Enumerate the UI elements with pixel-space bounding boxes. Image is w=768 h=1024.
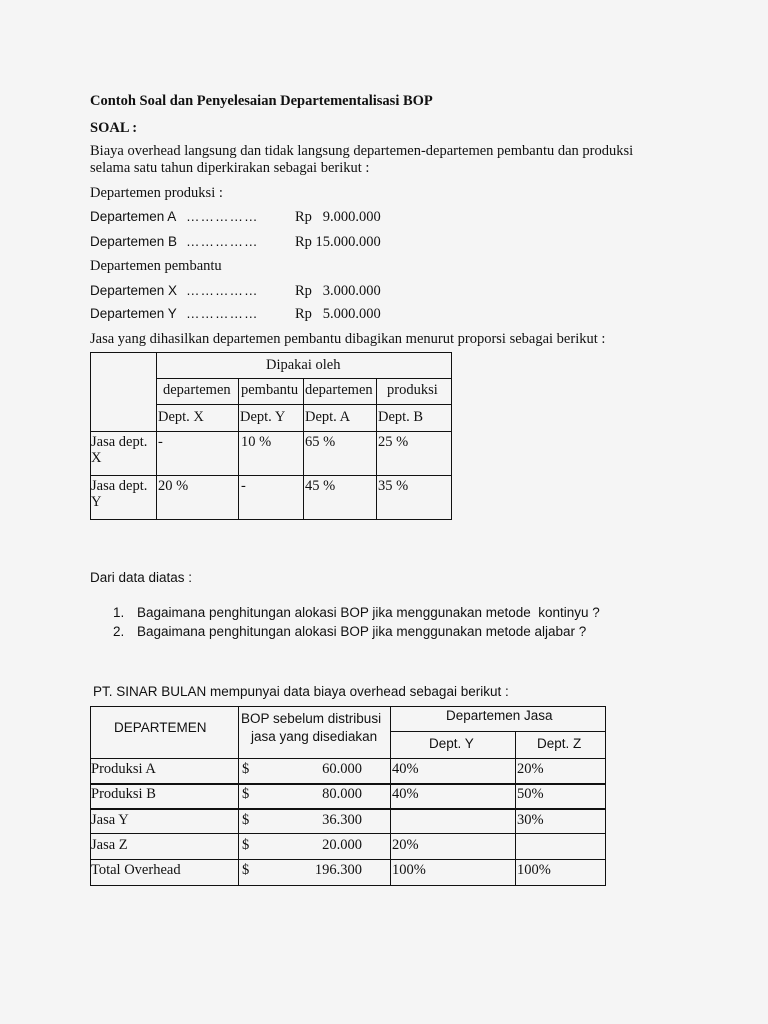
- row-cur-total: $: [242, 862, 250, 878]
- header-mid-3: departemen: [305, 382, 373, 398]
- question-2-number: 2.: [113, 624, 125, 639]
- row-bop-jasa-z: 20.000: [322, 837, 362, 853]
- question-1-text: Bagaimana penghitungan alokasi BOP jika menggunakan metode kontinyu ?: [137, 605, 600, 620]
- row-bop-produksi-a: 60.000: [322, 761, 362, 777]
- cell-y-y: -: [241, 478, 246, 494]
- header-bop-line-1: BOP sebelum distribusi: [241, 711, 382, 726]
- row-label-jasa-x: Jasa dept. X: [91, 434, 148, 466]
- dept-a-dots: ……………: [186, 209, 259, 224]
- cell-x-b: 25 %: [378, 434, 409, 450]
- dept-x-amount: Rp 3.000.000: [295, 283, 381, 299]
- question-1-number: 1.: [113, 605, 125, 620]
- row-cur-produksi-a: $: [242, 761, 250, 777]
- row-z-jasa-y: 30%: [517, 812, 544, 828]
- cell-x-x: -: [158, 434, 163, 450]
- intro-line-2: selama satu tahun diperkirakan sebagai berikut :: [90, 160, 370, 176]
- header-dipakai-oleh: Dipakai oleh: [266, 357, 341, 373]
- dept-b-name: Departemen B: [90, 234, 178, 249]
- row-cur-produksi-b: $: [242, 786, 250, 802]
- intro-line-1: Biaya overhead langsung dan tidak langsung departemen-departemen pembantu dan produksi: [90, 143, 634, 159]
- dept-y-dots: ……………: [186, 306, 259, 321]
- pembantu-heading: Departemen pembantu: [90, 258, 222, 274]
- row-y-produksi-b: 40%: [392, 786, 419, 802]
- row-y-total: 100%: [392, 862, 426, 878]
- jasa-line: Jasa yang dihasilkan departemen pembantu dibagikan menurut proporsi sebagai berikut :: [90, 331, 606, 347]
- cell-y-b: 35 %: [378, 478, 409, 494]
- cell-x-a: 65 %: [305, 434, 336, 450]
- row-bop-produksi-b: 80.000: [322, 786, 362, 802]
- header-dept-y: Dept. Y: [429, 736, 474, 751]
- row-dept-total: Total Overhead: [91, 862, 181, 878]
- cell-y-a: 45 %: [305, 478, 336, 494]
- row-z-produksi-a: 20%: [517, 761, 544, 777]
- produksi-heading: Departemen produksi :: [90, 185, 223, 201]
- dept-a-name: Departemen A: [90, 209, 177, 224]
- header-mid-1: departemen: [163, 382, 231, 398]
- col-dept-x: Dept. X: [158, 409, 204, 425]
- header-bop-line-2: jasa yang disediakan: [251, 729, 378, 744]
- row-dept-produksi-a: Produksi A: [91, 761, 156, 777]
- row-bop-jasa-y: 36.300: [322, 812, 362, 828]
- row-dept-jasa-y: Jasa Y: [91, 812, 129, 828]
- header-departemen: DEPARTEMEN: [114, 720, 207, 735]
- row-y-jasa-z: 20%: [392, 837, 419, 853]
- row-z-produksi-b: 50%: [517, 786, 544, 802]
- row-cur-jasa-y: $: [242, 812, 250, 828]
- soal-heading: SOAL :: [90, 120, 138, 136]
- cell-y-x: 20 %: [158, 478, 189, 494]
- dept-x-name: Departemen X: [90, 283, 178, 298]
- allocation-table: [90, 352, 452, 520]
- pt-sinar-bulan-line: PT. SINAR BULAN mempunyai data biaya overhead sebagai berikut :: [93, 684, 509, 699]
- dept-y-amount: Rp 5.000.000: [295, 306, 381, 322]
- row-dept-jasa-z: Jasa Z: [91, 837, 128, 853]
- header-departemen-jasa: Departemen Jasa: [446, 708, 553, 723]
- dept-a-amount: Rp 9.000.000: [295, 209, 381, 225]
- dept-y-name: Departemen Y: [90, 306, 177, 321]
- overhead-table: [90, 706, 606, 886]
- col-dept-a: Dept. A: [305, 409, 351, 425]
- dept-b-dots: ……………: [186, 234, 259, 249]
- dept-b-amount: Rp 15.000.000: [295, 234, 381, 250]
- row-dept-produksi-b: Produksi B: [91, 786, 156, 802]
- header-mid-4: produksi: [387, 382, 438, 398]
- row-cur-jasa-z: $: [242, 837, 250, 853]
- col-dept-b: Dept. B: [378, 409, 424, 425]
- dari-data-label: Dari data diatas :: [90, 570, 193, 585]
- row-label-jasa-y: Jasa dept. Y: [91, 478, 148, 510]
- col-dept-y: Dept. Y: [240, 409, 286, 425]
- question-2-text: Bagaimana penghitungan alokasi BOP jika menggunakan metode aljabar ?: [137, 624, 587, 639]
- header-dept-z: Dept. Z: [537, 736, 582, 751]
- row-y-produksi-a: 40%: [392, 761, 419, 777]
- cell-x-y: 10 %: [241, 434, 272, 450]
- row-z-total: 100%: [517, 862, 551, 878]
- header-mid-2: pembantu: [241, 382, 299, 398]
- document-title: Contoh Soal dan Penyelesaian Departementalisasi BOP: [90, 93, 433, 109]
- row-bop-total: 196.300: [314, 862, 362, 878]
- dept-x-dots: ……………: [186, 283, 259, 298]
